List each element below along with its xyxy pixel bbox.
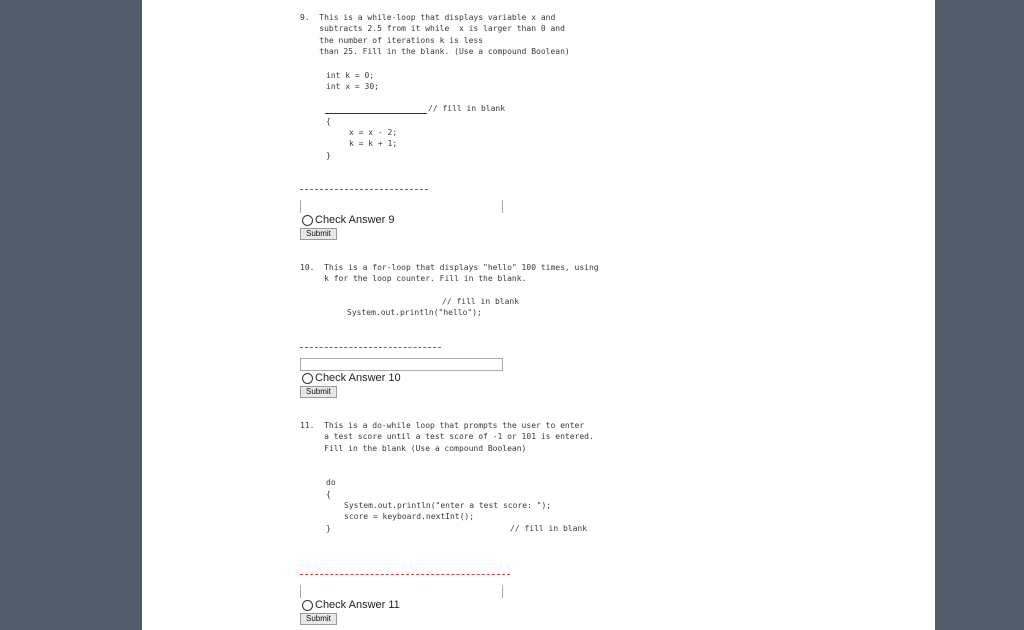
q9-code-blank (325, 113, 427, 114)
q11-answer-input[interactable] (300, 585, 503, 598)
q11-close-brace: } (326, 524, 331, 533)
q11-line-1: 11. This is a do-while loop that prompts the user to enter (300, 421, 585, 430)
q10-check-label: Check Answer 10 (315, 372, 401, 384)
q11-open-brace: { (326, 490, 331, 499)
q11-body-1: System.out.println("enter a test score: "); (344, 501, 552, 510)
q9-close-brace: } (326, 151, 331, 160)
q10-check-answer[interactable] (302, 372, 401, 384)
quiz-page (142, 0, 935, 630)
q10-blank-comment: // fill in blank (442, 297, 520, 306)
q9-decl-x: int x = 30; (326, 82, 379, 91)
q9-line-4: than 25. Fill in the blank. (Use a compound Boolean) (300, 47, 570, 56)
q11-radio[interactable] (302, 600, 313, 611)
q10-line-2: k for the loop counter. Fill in the blank. (300, 274, 527, 283)
q10-submit-button[interactable]: Submit (300, 386, 337, 398)
q9-answer-input[interactable] (300, 200, 503, 213)
q11-do-keyword: do (326, 478, 336, 487)
q11-check-answer[interactable] (302, 599, 400, 611)
q9-blank-comment: // fill in blank (428, 104, 506, 113)
q9-answer-marker (300, 189, 428, 190)
q11-body-2: score = keyboard.nextInt(); (344, 512, 475, 521)
q10-answer-marker (300, 347, 441, 348)
q9-radio[interactable] (302, 215, 313, 226)
q9-submit-button[interactable]: Submit (300, 228, 337, 240)
q9-line-1: 9. This is a while-loop that displays variable x and (300, 13, 556, 22)
q11-answer-marker (300, 574, 510, 575)
q10-body: System.out.println("hello"); (347, 308, 482, 317)
q11-submit-button[interactable]: Submit (300, 613, 337, 625)
q10-answer-input[interactable] (300, 358, 503, 371)
q9-check-answer[interactable] (302, 214, 394, 226)
q10-radio[interactable] (302, 373, 313, 384)
q9-decl-k: int k = 0; (326, 71, 375, 80)
q11-check-label: Check Answer 11 (315, 599, 400, 611)
q11-blank-comment: // fill in blank (510, 524, 588, 533)
q11-line-3: Fill in the blank (Use a compound Boolean) (300, 444, 527, 453)
q11-line-2: a test score until a test score of -1 or 101 is entered. (300, 432, 594, 441)
q9-line-2: subtracts 2.5 from it while x is larger than 0 and (300, 24, 565, 33)
q9-check-label: Check Answer 9 (315, 214, 395, 226)
q9-body-1: x = x - 2; (349, 128, 398, 137)
q10-line-1: 10. This is a for-loop that displays "hello" 100 times, using (300, 263, 599, 272)
q9-body-2: k = k + 1; (349, 139, 398, 148)
q9-line-3: the number of iterations k is less (300, 36, 484, 45)
q9-open-brace: { (326, 117, 331, 126)
